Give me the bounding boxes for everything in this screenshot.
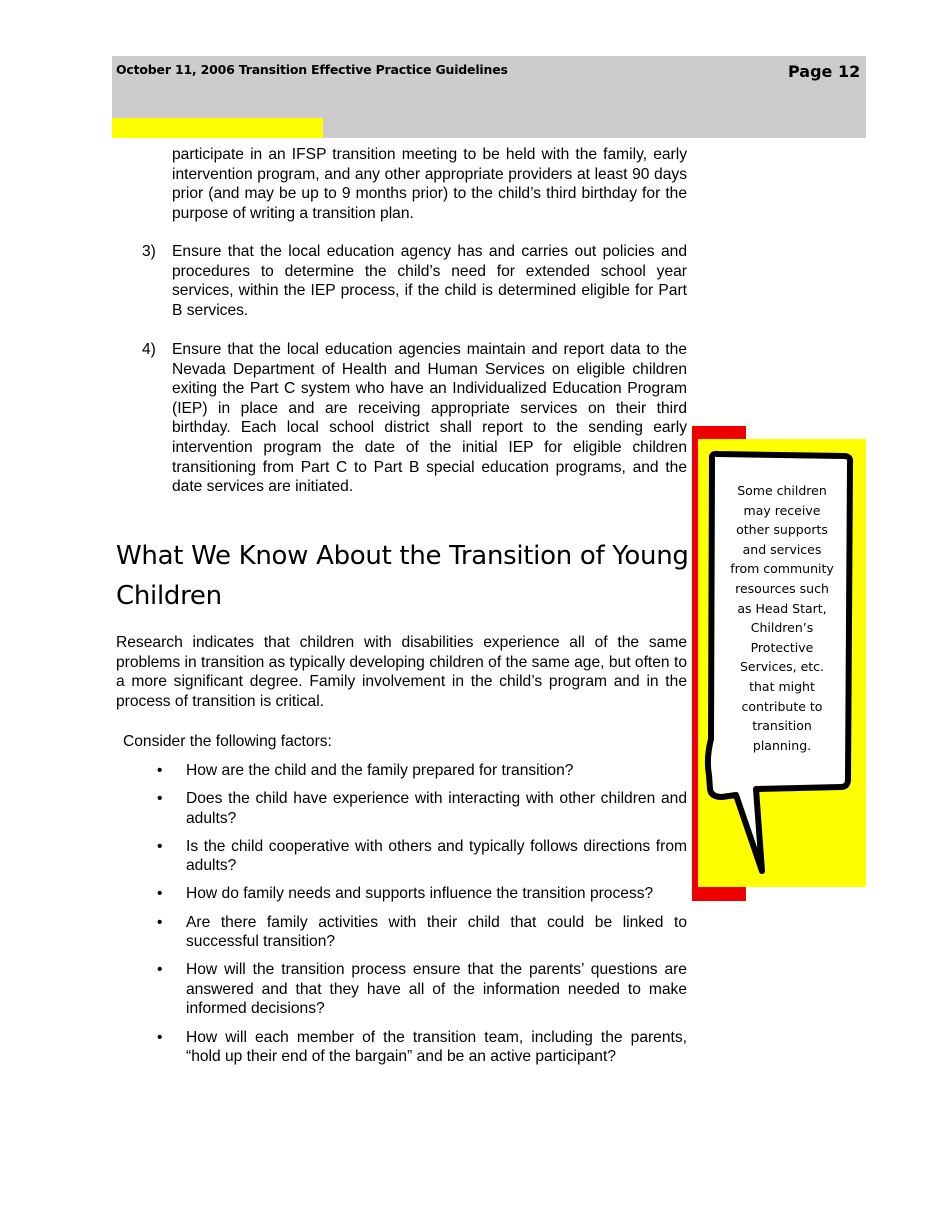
- callout-text: Some children may receive other supports and services from community resources such as Head Start, Children’s Protective Services, etc. that might contribute to transition planning.: [730, 483, 834, 753]
- continued-paragraph: participate in an IFSP transition meeting to be held with the family, early intervention program, and any other appropriate providers at least 90 days prior (and may be up to 9 months prior) to the child’s third birthday for the purpose of writing a transition plan.: [172, 146, 687, 222]
- item-number: 4): [142, 341, 156, 358]
- section-paragraph: Research indicates that children with disabilities experience all of the same problems in transition as typically developing children of the same age, but often to a more significant degree. Family involvement in the child’s program and in the process of transition is critical.: [116, 634, 687, 710]
- list-item: • Are there family activities with their child that could be linked to successful transition?: [186, 913, 687, 952]
- factor-list: [186, 761, 687, 1075]
- item-text: Ensure that the local education agencies maintain and report data to the Nevada Department of Health and Human Services on eligible children exiting the Part C system who have an Individualized Education Program (IEP) in place and are receiving appropriate services on their third birthday. Each local school district shall report to the sending early intervention program the date of the initial IEP for eligible children transitioning from Part C to Part B special education programs, and the date services are initiated.: [172, 341, 687, 496]
- header-title: October 11, 2006 Transition Effective Practice Guidelines: [116, 62, 508, 77]
- section-heading: What We Know About the Transition of Young Children: [116, 541, 689, 611]
- numbered-item-3: [142, 242, 687, 320]
- list-item: • Is the child cooperative with others and typically follows directions from adults?: [186, 837, 687, 876]
- item-text: Ensure that the local education agency has and carries out policies and procedures to determine the child’s need for extended school year services, within the IEP process, if the child is determined eligible for Part B services.: [172, 243, 687, 319]
- header-yellow-accent: [112, 118, 323, 138]
- page-number: Page 12: [788, 62, 861, 81]
- list-item: • How are the child and the family prepared for transition?: [186, 761, 687, 781]
- item-number: 3): [142, 243, 156, 260]
- list-item: • How will the transition process ensure that the parents’ questions are answered and that they have all of the information needed to make informed decisions?: [186, 960, 687, 1019]
- list-item: • Does the child have experience with interacting with other children and adults?: [186, 789, 687, 828]
- numbered-item-4: [142, 340, 687, 497]
- consider-label: Consider the following factors:: [123, 733, 332, 750]
- list-item: • How do family needs and supports influence the transition process?: [186, 884, 687, 904]
- list-item: • How will each member of the transition team, including the parents, “hold up their end of the bargain” and be an active participant?: [186, 1028, 687, 1067]
